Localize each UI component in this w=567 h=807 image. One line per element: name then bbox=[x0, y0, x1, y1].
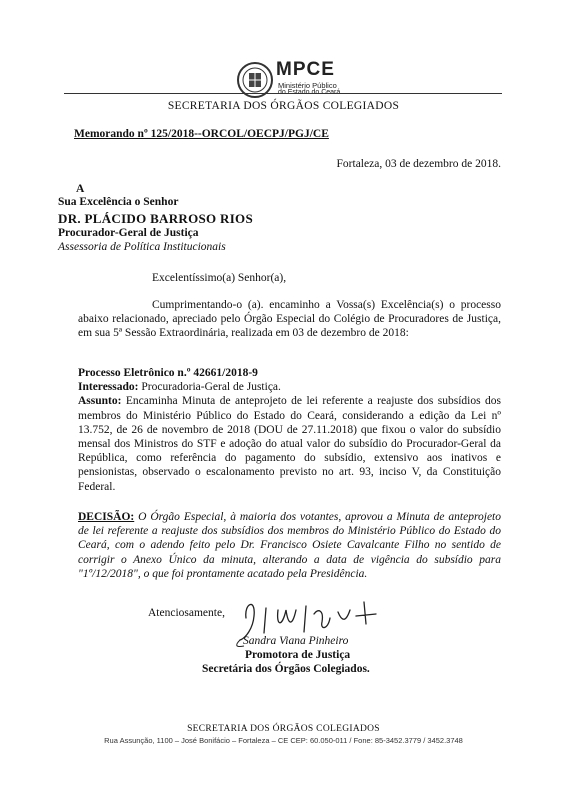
mpce-logo bbox=[236, 61, 356, 101]
recipient-dept: Assessoria de Política Institucionais bbox=[58, 241, 226, 253]
subject-line bbox=[78, 394, 501, 493]
process-details bbox=[78, 366, 501, 494]
footer-title: SECRETARIA DOS ÓRGÃOS COLEGIADOS bbox=[187, 724, 380, 734]
header-title: SECRETARIA DOS ÓRGÃOS COLEGIADOS bbox=[167, 100, 400, 112]
logo-text: MPCE bbox=[276, 59, 335, 80]
signer-role: Promotora de Justiça bbox=[245, 649, 351, 661]
footer-address: Rua Assunção, 1100 – José Bonifácio – Fortaleza – CE CEP: 60.050-011 / Fone: 85-3452.3779 / 3452.3748 bbox=[104, 736, 463, 745]
body-paragraph: Cumprimentando-o (a). encaminho a Vossa(s) Excelência(s) o processo abaixo relacionado, apreciado pelo Órgão Especial do Colégio de Procuradores de Justiça, em sua 5ª Sessão Extraordinária, realizada em 03 de dezembro de 2018: bbox=[78, 299, 501, 340]
decision-paragraph bbox=[78, 510, 501, 581]
header-divider bbox=[64, 93, 502, 94]
logo-subtitle-2: do Estado do Ceará bbox=[278, 89, 341, 96]
memo-date: Fortaleza, 03 de dezembro de 2018. bbox=[336, 158, 501, 170]
salutation: Excelentíssimo(a) Senhor(a), bbox=[152, 272, 287, 284]
recipient-address: Sua Excelência o Senhor bbox=[58, 196, 179, 208]
signature-block bbox=[202, 634, 370, 676]
signer-dept: Secretária dos Órgãos Colegiados. bbox=[202, 663, 370, 675]
decision-value: O Órgão Especial, à maioria dos votantes, aprovou a Minuta de anteprojeto de lei referente a reajuste dos subsídios dos membros do Ministério Público do Estado do Ceará, com o adendo feito pelo Dr. Francisco Osiete Cavalcante Filho no sentido de corrigir o Anexo Único da minuta, alterando a data de vigência do subsídio para "1º/12/2018", o que foi prontamente acatado pela Presidência. bbox=[78, 511, 501, 580]
subject-value: Encaminha Minuta de anteprojeto de lei referente a reajuste dos subsídios dos membros do Ministério Público do Estado do Ceará, considerando a edição da Lei nº 13.752, de 26 de novembro de 2018 (DOU de 27.11.2018) que fixou o valor do subsídio mensal dos Ministros do STF e adoção do atual valor do subsídio do Procurador-Geral da República, como referência do pagamento do subsídio, extensivo aos inativos e pensionistas, observado o escalonamento previsto no art. 93, inciso V, da Constituição Federal. bbox=[78, 395, 501, 493]
subject-label: Assunto: bbox=[78, 395, 122, 408]
decision-label: DECISÃO: bbox=[78, 511, 135, 523]
signer-name: Sandra Viana Pinheiro bbox=[243, 635, 349, 647]
interested-line bbox=[78, 380, 501, 394]
logo-subtitle: Ministério Público bbox=[278, 81, 337, 90]
memo-number: Memorando nº 125/2018--ORCOL/OECPJ/PGJ/CE bbox=[74, 128, 329, 140]
interested-label: Interessado: bbox=[78, 381, 139, 394]
process-number: Processo Eletrônico n.º 42661/2018-9 bbox=[78, 367, 258, 379]
recipient-prefix: A bbox=[76, 183, 85, 195]
closing: Atenciosamente, bbox=[148, 607, 225, 619]
recipient-name: DR. PLÁCIDO BARROSO RIOS bbox=[58, 211, 254, 226]
interested-value: Procuradoria-Geral de Justiça. bbox=[138, 381, 281, 394]
recipient-role: Procurador-Geral de Justiça bbox=[58, 227, 199, 239]
